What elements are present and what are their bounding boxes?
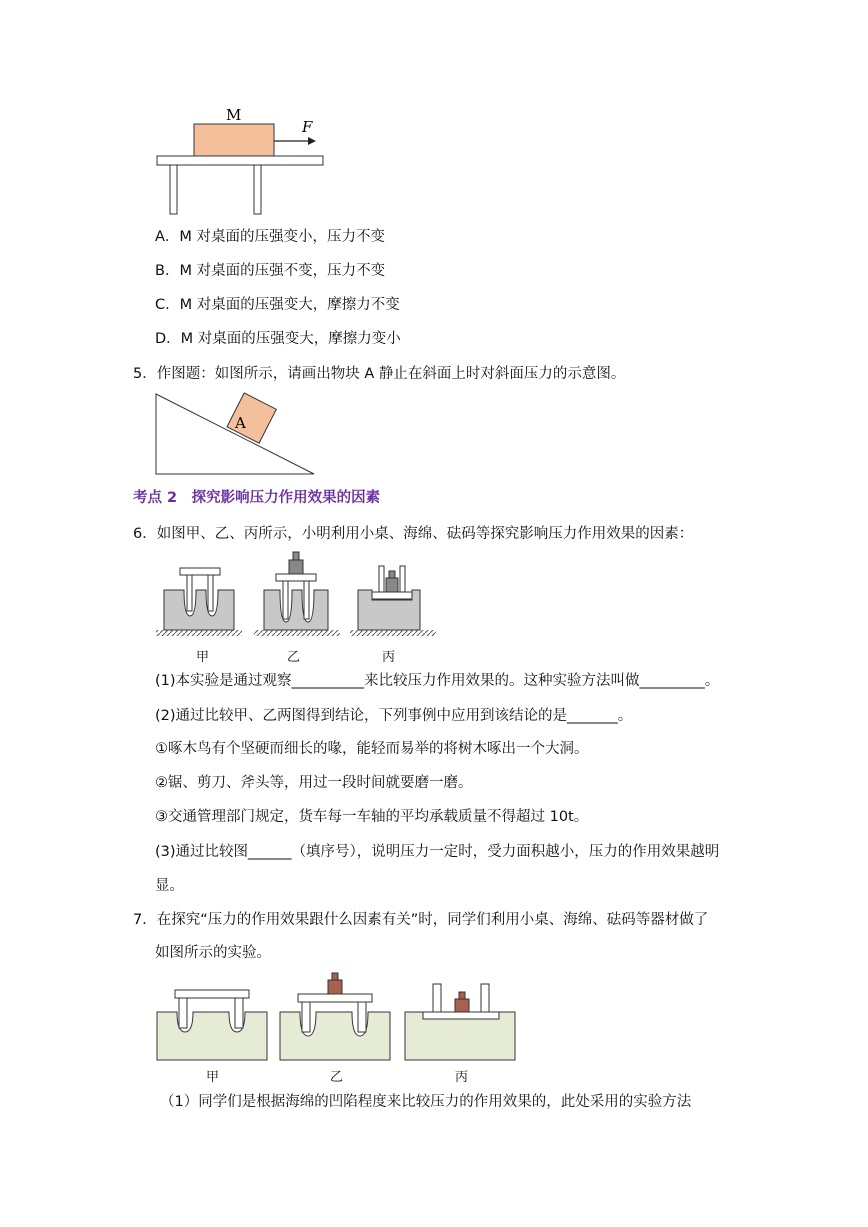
q6-part-1: (1)本实验是通过观察__________来比较压力作用效果的。这种实验方法叫做_________。 [155, 673, 720, 689]
q6-option-3: ③交通管理部门规定，货车每一车轴的平均承载质量不得超过 10t。 [155, 809, 589, 825]
q6-caption-bing: 丙 [382, 650, 396, 665]
block-m-label: M [226, 106, 242, 124]
q6-part-3: (3)通过比较图______（填序号），说明压力一定时，受力面积越小，压力的作用效果越明 [155, 844, 720, 860]
table-top [157, 156, 323, 165]
force-label: F [302, 118, 313, 136]
q7-setup-jia [157, 990, 267, 1060]
q7-part-1: （1）同学们是根据海绵的凹陷程度来比较压力的作用效果的，此处采用的实验方法 [160, 1094, 692, 1110]
q6-option-1: ①啄木鸟有个坚硬而细长的喙，能轻而易举的将树木啄出一个大洞。 [155, 741, 589, 757]
q6-caption-yi: 乙 [287, 650, 301, 665]
q6-caption-jia: 甲 [196, 650, 210, 665]
block-m [194, 124, 274, 156]
question-5: 5．作图题：如图所示，请画出物块 A 静止在斜面上时对斜面压力的示意图。 [133, 366, 626, 382]
question-7-cont: 如图所示的实验。 [155, 945, 271, 961]
option-a: A．M 对桌面的压强变小，压力不变 [155, 229, 386, 245]
q6-experiment-figure [150, 548, 450, 638]
option-c: C．M 对桌面的压强变大，摩擦力不变 [155, 297, 400, 313]
table-block-figure [150, 104, 320, 216]
question-6: 6．如图甲、乙、丙所示，小明利用小桌、海绵、砝码等探究影响压力作用效果的因素： [133, 526, 694, 542]
force-arrow-head [308, 137, 316, 145]
q6-setup-bing [350, 566, 436, 636]
q7-caption-bing: 丙 [455, 1070, 469, 1085]
section-heading: 考点 2 探究影响压力作用效果的因素 [133, 490, 381, 506]
incline-figure [150, 392, 320, 476]
q7-setup-yi [280, 973, 390, 1060]
q6-setup-yi [254, 552, 340, 636]
option-b: B．M 对桌面的压强不变，压力不变 [155, 263, 386, 279]
q7-caption-yi: 乙 [330, 1070, 344, 1085]
q7-experiment-figure [155, 968, 525, 1064]
option-d: D．M 对桌面的压强变大，摩擦力变小 [155, 331, 401, 347]
q6-part-3-cont: 显。 [155, 878, 184, 894]
q7-setup-bing [405, 984, 515, 1060]
block-a-label: A [235, 414, 246, 432]
q6-part-2: (2)通过比较甲、乙两图得到结论，下列事例中应用到该结论的是_______。 [155, 708, 633, 724]
table-leg-right [254, 165, 261, 214]
q7-caption-jia: 甲 [206, 1070, 220, 1085]
q6-setup-jia [156, 568, 242, 636]
q6-option-2: ②锯、剪刀、斧头等，用过一段时间就要磨一磨。 [155, 775, 473, 791]
table-leg-left [170, 165, 177, 214]
incline [156, 394, 314, 474]
question-7: 7．在探究“压力的作用效果跟什么因素有关”时，同学们利用小桌、海绵、砝码等器材做了 [133, 912, 709, 928]
